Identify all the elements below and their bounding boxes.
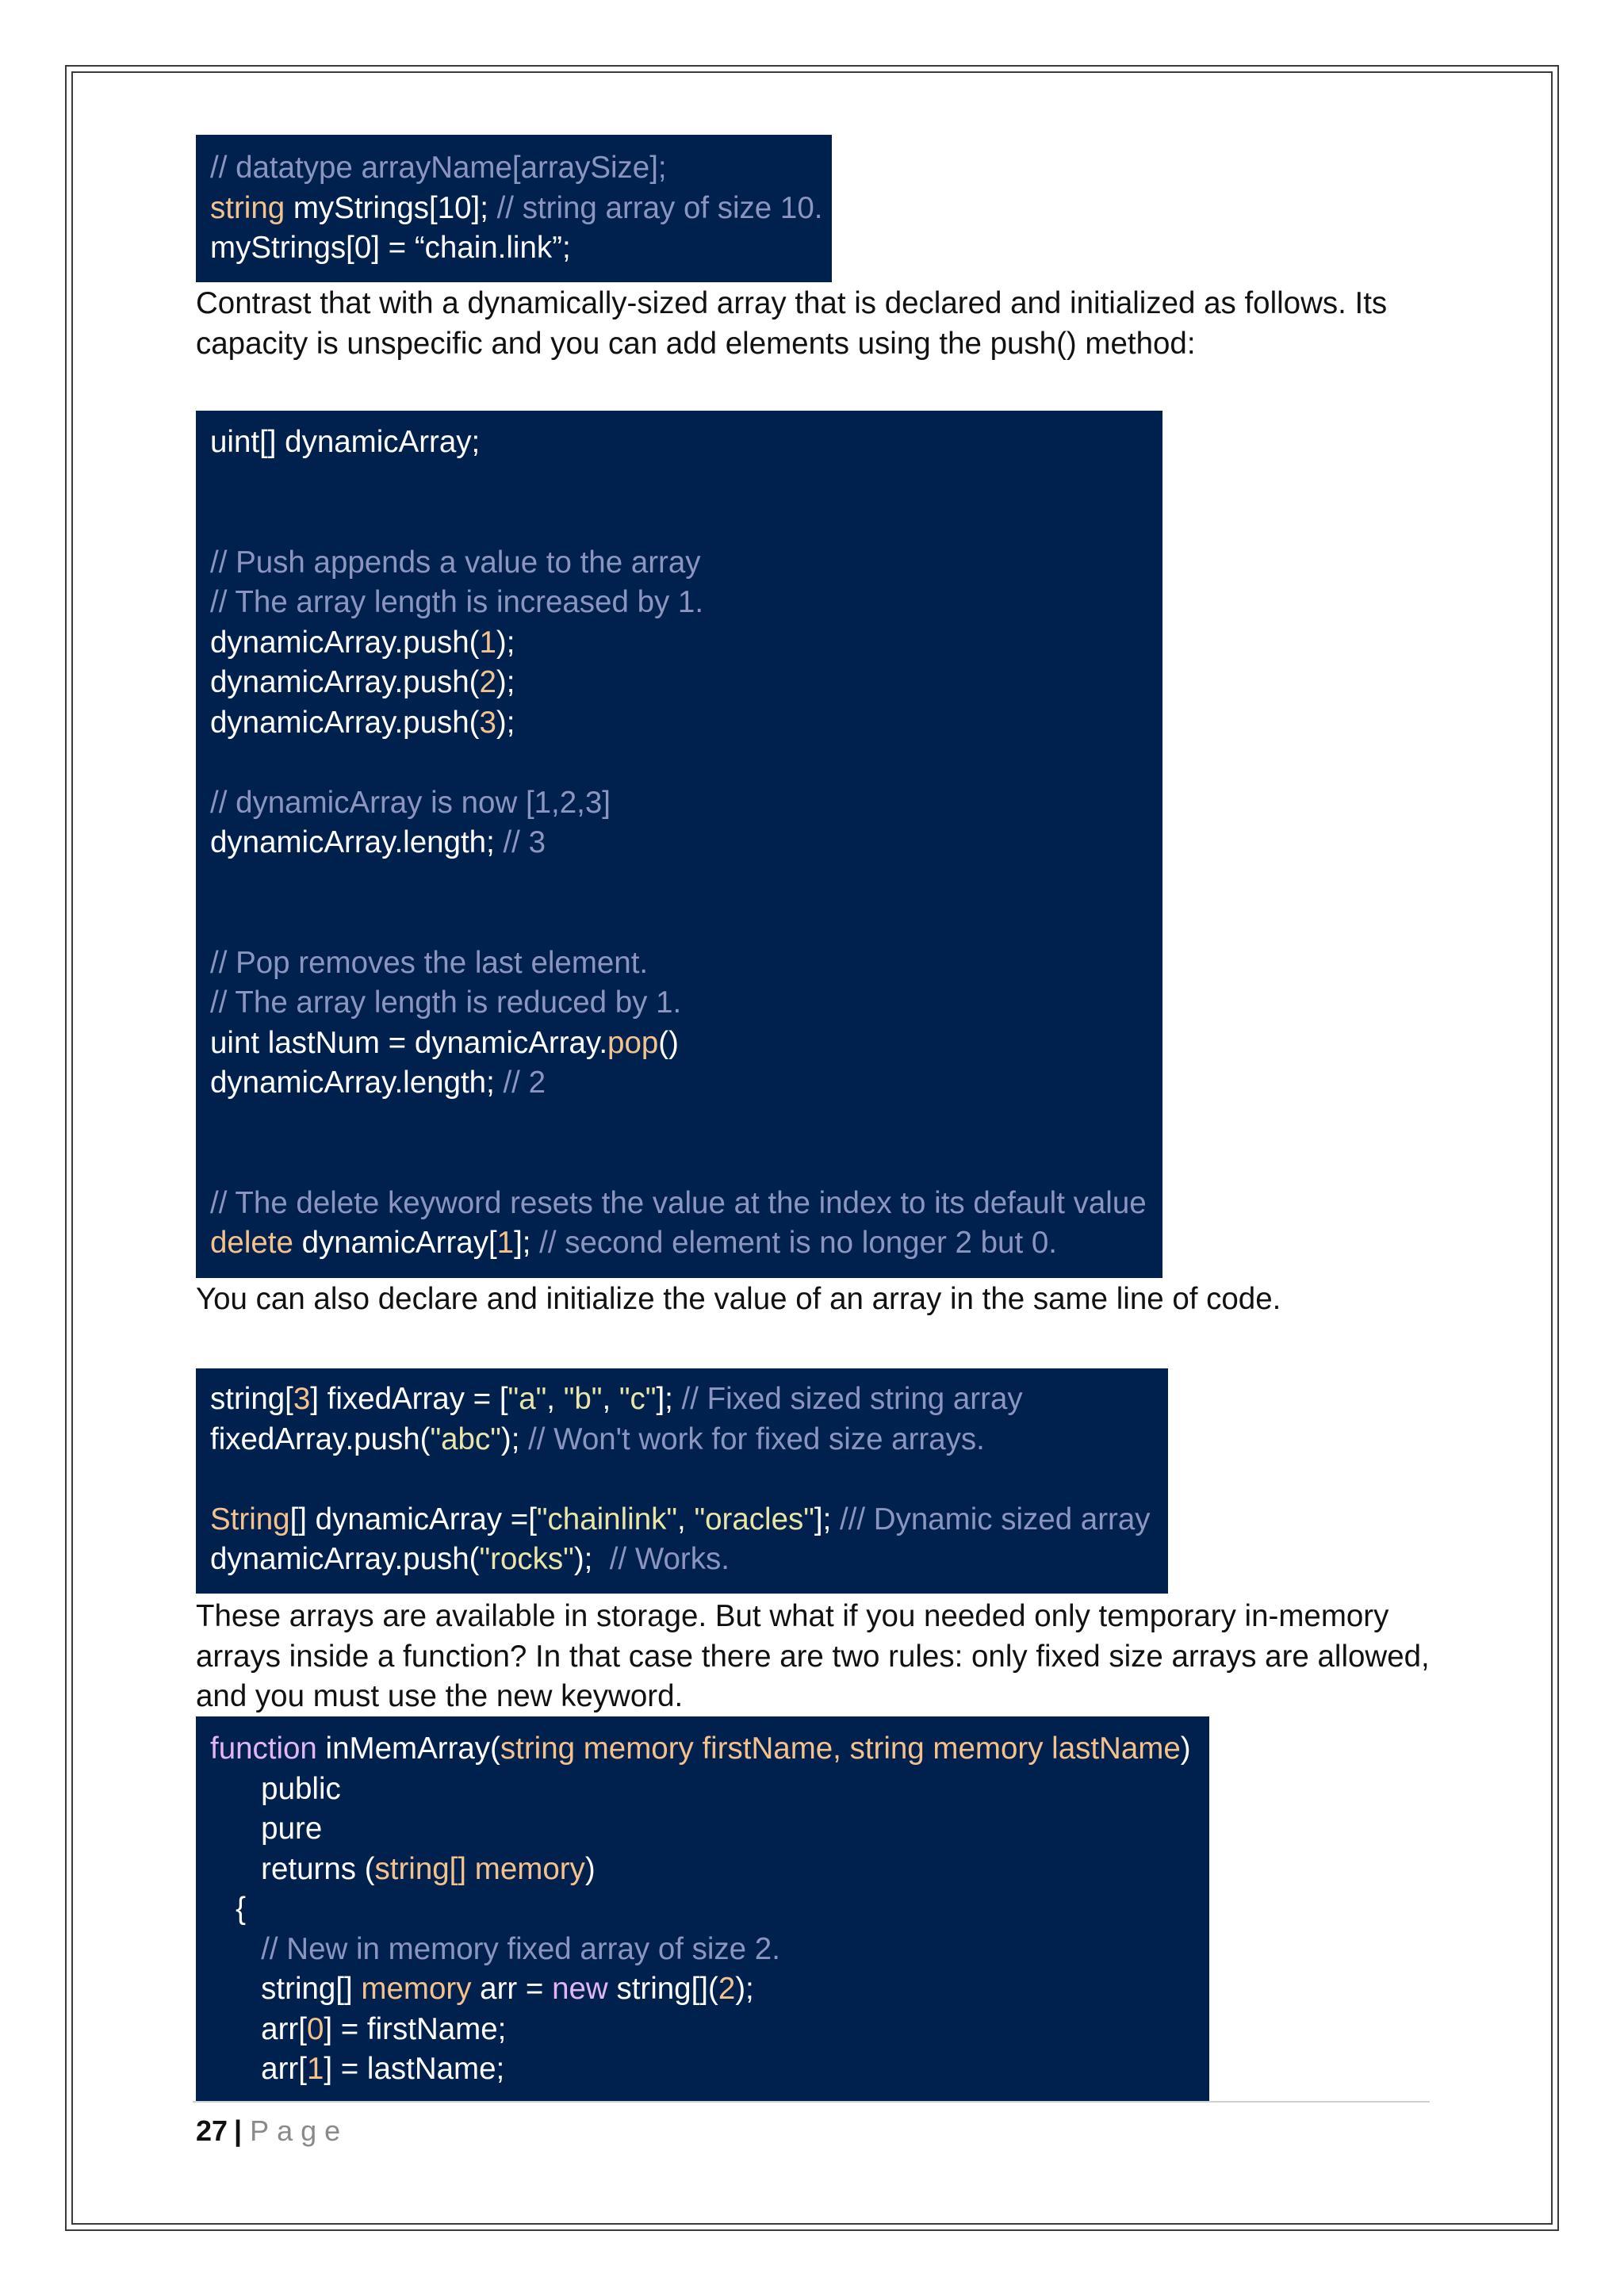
paragraph-line: capacity is unspecific and you can add elements using the push() method: (196, 326, 1196, 361)
code-token: ] = lastName; (324, 2052, 505, 2086)
paragraph-line: These arrays are available in storage. But what if you needed only temporary in-memory (196, 1599, 1389, 1633)
paragraph-line: Contrast that with a dynamically-sized array that is declared and initialized as follows. Its (196, 286, 1388, 320)
paragraph-dynamic-array-intro (196, 284, 1433, 364)
code-token: new (552, 1972, 608, 2006)
code-token: memory (361, 1972, 472, 2006)
code-comment: // Push appends a value to the array (210, 545, 701, 580)
code-token: 1 (496, 1226, 515, 1260)
code-token: ) (1180, 1732, 1191, 1766)
code-line (210, 1063, 1148, 1104)
code-token: pure (210, 1812, 323, 1846)
code-token: "b" (563, 1382, 603, 1416)
code-comment: // Pop removes the last element. (210, 945, 649, 980)
paragraph-inline-init (196, 1280, 1433, 1320)
paragraph-in-memory-arrays (196, 1597, 1433, 1717)
code-token: 1 (479, 625, 496, 660)
code-line (210, 1889, 1195, 1930)
code-token: returns ( (210, 1851, 375, 1886)
code-comment: // 2 (503, 1066, 546, 1100)
code-comment: // datatype arrayName[arraySize]; (210, 151, 667, 185)
code-token: string[]( (607, 1972, 718, 2006)
code-token: public (210, 1771, 341, 1806)
code-line (210, 1143, 1148, 1184)
code-token: "oracles" (694, 1502, 814, 1536)
code-line (210, 1809, 1195, 1850)
code-comment: // second element is no longer 2 but 0. (539, 1226, 1057, 1260)
code-comment: // dynamicArray is now [1,2,3] (210, 785, 611, 820)
code-token: delete (210, 1226, 293, 1260)
footer-separator: | (234, 2114, 243, 2147)
code-token: ] fixedArray = [ (310, 1382, 508, 1416)
code-comment: // string array of size 10. (496, 190, 823, 225)
code-token: ); (735, 1972, 754, 2006)
code-token: [] dynamicArray =[ (289, 1502, 537, 1536)
code-token: arr[ (210, 2011, 307, 2046)
code-line (210, 983, 1148, 1024)
code-line (210, 743, 1148, 783)
code-token: "abc" (430, 1422, 501, 1456)
code-token: myStrings[10]; (285, 190, 497, 225)
code-line (210, 623, 1148, 664)
code-line (210, 783, 1148, 824)
code-line (210, 903, 1148, 943)
code-line (210, 1969, 1195, 2010)
code-token (210, 1932, 261, 1966)
code-line (210, 1540, 1154, 1580)
code-token: ]; (656, 1382, 682, 1416)
code-token: uint[] dynamicArray; (210, 425, 481, 459)
code-line (210, 583, 1148, 623)
code-line (210, 1104, 1148, 1144)
code-line (210, 1930, 1195, 1970)
code-token: , (602, 1382, 619, 1416)
code-token: dynamicArray.push( (210, 665, 480, 699)
code-comment: // The delete keyword resets the value at the index to its default value (210, 1185, 1147, 1220)
code-token: pop (607, 1025, 659, 1060)
code-token: string[] (210, 1972, 362, 2006)
code-line (210, 423, 1148, 463)
code-token: dynamicArray.push( (210, 705, 480, 740)
code-comment: // 3 (503, 825, 546, 859)
page-label: Page (250, 2114, 349, 2147)
code-token: inMemArray( (316, 1732, 500, 1766)
code-token: uint lastNum = dynamicArray. (210, 1025, 608, 1060)
paragraph-line: and you must use the new keyword. (196, 1679, 684, 1713)
code-token: , (677, 1502, 695, 1536)
code-token: "rocks" (479, 1542, 574, 1576)
code-block-dynamic-array (196, 411, 1162, 1278)
footer-divider (193, 2101, 1430, 2103)
code-token: "chainlink" (536, 1502, 678, 1536)
page-footer (196, 2111, 348, 2151)
code-block-inline-init (196, 1368, 1168, 1594)
code-line (210, 943, 1148, 984)
code-token: ) (584, 1851, 596, 1886)
code-line (210, 148, 818, 189)
code-line (210, 1420, 1154, 1460)
code-token: ); (496, 705, 515, 740)
code-token: ]; (814, 1502, 840, 1536)
page-number: 27 (196, 2114, 228, 2147)
code-line (210, 1024, 1148, 1064)
code-token: 3 (293, 1382, 311, 1416)
code-token: fixedArray.push( (210, 1422, 431, 1456)
code-token: dynamicArray[ (293, 1226, 497, 1260)
code-token: ] = firstName; (324, 2011, 507, 2046)
code-line (210, 189, 823, 229)
code-token: 3 (479, 705, 496, 740)
code-token: 2 (479, 665, 496, 699)
code-line (210, 1729, 1195, 1770)
code-comment: // Fixed sized string array (681, 1382, 1023, 1416)
code-token: dynamicArray.length; (210, 1066, 504, 1100)
code-token: 0 (306, 2011, 324, 2046)
code-block-in-memory-function (196, 1716, 1209, 2102)
code-line (210, 663, 1148, 703)
code-comment: // Won't work for fixed size arrays. (528, 1422, 985, 1456)
code-token: string (210, 190, 285, 225)
code-token: "c" (619, 1382, 657, 1416)
code-line (210, 1223, 1148, 1264)
code-comment: // The array length is reduced by 1. (210, 985, 682, 1020)
code-line (210, 2010, 1195, 2050)
code-token: 1 (306, 2052, 324, 2086)
code-line (210, 1770, 1195, 1810)
code-token: ]; (514, 1226, 540, 1260)
code-line (210, 1460, 1154, 1500)
code-line (210, 1184, 1148, 1224)
code-token: string[ (210, 1382, 293, 1416)
paragraph-line: arrays inside a function? In that case there are two rules: only fixed size arrays are allowed, (196, 1639, 1430, 1674)
code-comment: // Works. (609, 1542, 730, 1576)
code-line (210, 863, 1148, 904)
code-token: 2 (718, 1972, 736, 2006)
code-line (210, 543, 1148, 584)
code-token: function (210, 1732, 317, 1766)
code-token: dynamicArray.length; (210, 825, 504, 859)
code-token: { (210, 1892, 246, 1926)
code-comment: /// Dynamic sized array (840, 1502, 1151, 1536)
code-line (210, 823, 1148, 863)
code-line (210, 1380, 1154, 1420)
code-token: ); (496, 625, 515, 660)
code-token: ); (573, 1542, 610, 1576)
code-token: "a" (508, 1382, 547, 1416)
code-token: string[] memory (374, 1851, 585, 1886)
code-line (210, 1850, 1195, 1890)
code-line (210, 228, 818, 269)
code-token: () (658, 1025, 679, 1060)
code-line (210, 2049, 1195, 2090)
code-token: String (210, 1502, 290, 1536)
code-token: ); (500, 1422, 529, 1456)
code-block-static-array (196, 135, 832, 282)
code-token: dynamicArray.push( (210, 625, 480, 660)
code-token: myStrings[0] = “chain.link”; (210, 231, 571, 265)
code-token: arr = (471, 1972, 553, 2006)
paragraph-line: You can also declare and initialize the value of an array in the same line of code. (196, 1282, 1281, 1316)
code-token: arr[ (210, 2052, 307, 2086)
code-line (210, 703, 1148, 744)
code-token: dynamicArray.push( (210, 1542, 480, 1576)
code-token: ); (496, 665, 515, 699)
code-line (210, 503, 1148, 543)
code-token: , (546, 1382, 564, 1416)
code-token: string memory firstName, string memory lastName (500, 1732, 1181, 1766)
code-line (210, 463, 1148, 503)
code-comment: // New in memory fixed array of size 2. (261, 1931, 780, 1966)
code-line (210, 1500, 1154, 1540)
code-comment: // The array length is increased by 1. (210, 585, 704, 619)
